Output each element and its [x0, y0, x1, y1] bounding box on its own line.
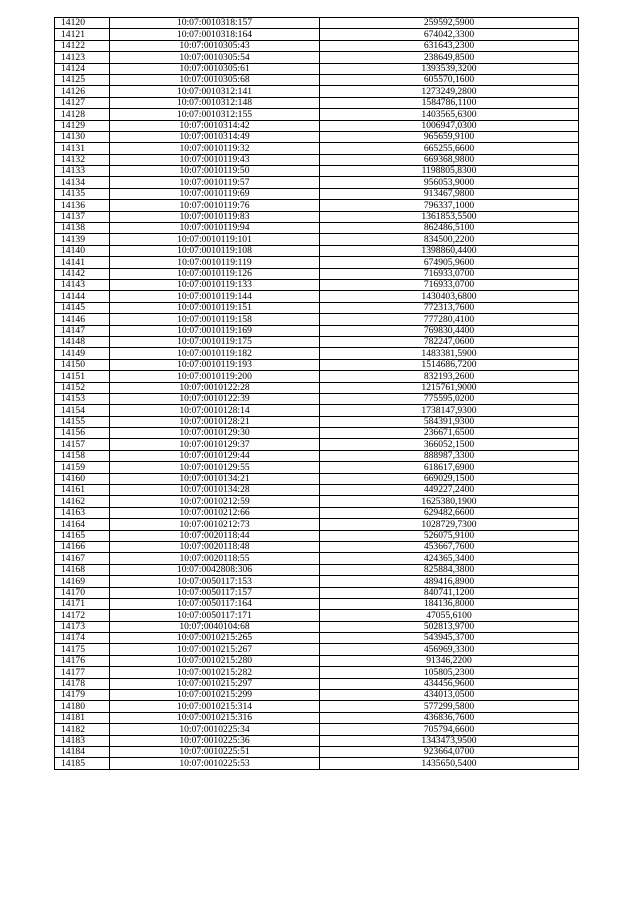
row-number-cell: 14159 — [55, 462, 110, 473]
value-cell: 782247,0600 — [320, 336, 579, 347]
cadastral-number-cell: 10:07:0010119:126 — [110, 268, 320, 279]
table-row — [55, 507, 579, 518]
row-number-cell: 14139 — [55, 234, 110, 245]
cadastral-number-cell: 10:07:0010119:158 — [110, 314, 320, 325]
cadastral-number-cell: 10:07:0010212:59 — [110, 496, 320, 507]
value-cell: 1343473,9500 — [320, 735, 579, 746]
table-row — [55, 621, 579, 632]
cadastral-number-cell: 10:07:0010318:157 — [110, 18, 320, 29]
table-row — [55, 405, 579, 416]
value-cell: 1738147,9300 — [320, 405, 579, 416]
table-row — [55, 462, 579, 473]
row-number-cell: 14171 — [55, 598, 110, 609]
table-row — [55, 667, 579, 678]
value-cell: 956053,9000 — [320, 177, 579, 188]
cadastral-number-cell: 10:07:0010225:34 — [110, 724, 320, 735]
row-number-cell: 14143 — [55, 279, 110, 290]
row-number-cell: 14173 — [55, 621, 110, 632]
row-number-cell: 14179 — [55, 690, 110, 701]
cadastral-number-cell: 10:07:0010215:316 — [110, 712, 320, 723]
table-row — [55, 120, 579, 131]
cadastral-number-cell: 10:07:0020118:48 — [110, 541, 320, 552]
table-row — [55, 86, 579, 97]
value-cell: 832193,2600 — [320, 371, 579, 382]
table-row — [55, 678, 579, 689]
table-row — [55, 416, 579, 427]
value-cell: 236671,6500 — [320, 428, 579, 439]
value-cell: 543945,3700 — [320, 633, 579, 644]
row-number-cell: 14160 — [55, 473, 110, 484]
value-cell: 840741,1200 — [320, 587, 579, 598]
value-cell: 526075,9100 — [320, 530, 579, 541]
row-number-cell: 14154 — [55, 405, 110, 416]
row-number-cell: 14144 — [55, 291, 110, 302]
table-row — [55, 52, 579, 63]
table-row — [55, 325, 579, 336]
row-number-cell: 14134 — [55, 177, 110, 188]
table-row — [55, 598, 579, 609]
value-cell: 456969,3300 — [320, 644, 579, 655]
table-row — [55, 279, 579, 290]
row-number-cell: 14120 — [55, 18, 110, 29]
row-number-cell: 14122 — [55, 40, 110, 51]
cadastral-number-cell: 10:07:0010119:83 — [110, 211, 320, 222]
row-number-cell: 14175 — [55, 644, 110, 655]
cadastral-number-cell: 10:07:0010119:151 — [110, 302, 320, 313]
cadastral-number-cell: 10:07:0010128:14 — [110, 405, 320, 416]
cadastral-number-cell: 10:07:0010305:54 — [110, 52, 320, 63]
row-number-cell: 14174 — [55, 633, 110, 644]
cadastral-number-cell: 10:07:0010215:267 — [110, 644, 320, 655]
row-number-cell: 14162 — [55, 496, 110, 507]
row-number-cell: 14132 — [55, 154, 110, 165]
value-cell: 1215761,9000 — [320, 382, 579, 393]
table-row — [55, 564, 579, 575]
row-number-cell: 14170 — [55, 587, 110, 598]
cadastral-number-cell: 10:07:0010119:200 — [110, 371, 320, 382]
row-number-cell: 14168 — [55, 564, 110, 575]
row-number-cell: 14172 — [55, 610, 110, 621]
table-row — [55, 336, 579, 347]
row-number-cell: 14150 — [55, 359, 110, 370]
row-number-cell: 14137 — [55, 211, 110, 222]
row-number-cell: 14123 — [55, 52, 110, 63]
value-cell: 424365,3400 — [320, 553, 579, 564]
table-row — [55, 541, 579, 552]
value-cell: 631643,2300 — [320, 40, 579, 51]
value-cell: 674905,9600 — [320, 257, 579, 268]
table-row — [55, 633, 579, 644]
row-number-cell: 14156 — [55, 428, 110, 439]
value-cell: 834500,2200 — [320, 234, 579, 245]
value-cell: 1028729,7300 — [320, 519, 579, 530]
row-number-cell: 14176 — [55, 655, 110, 666]
table-row — [55, 439, 579, 450]
value-cell: 1393539,3200 — [320, 63, 579, 74]
cadastral-number-cell: 10:07:0010119:144 — [110, 291, 320, 302]
value-cell: 796337,1000 — [320, 200, 579, 211]
cadastral-number-cell: 10:07:0010305:68 — [110, 74, 320, 85]
cadastral-value-table — [54, 17, 579, 770]
value-cell: 769830,4400 — [320, 325, 579, 336]
value-cell: 502813,9700 — [320, 621, 579, 632]
cadastral-number-cell: 10:07:0010129:44 — [110, 450, 320, 461]
row-number-cell: 14184 — [55, 747, 110, 758]
row-number-cell: 14141 — [55, 257, 110, 268]
cadastral-number-cell: 10:07:0010119:101 — [110, 234, 320, 245]
table-row — [55, 450, 579, 461]
cadastral-number-cell: 10:07:0010134:28 — [110, 485, 320, 496]
value-cell: 716933,0700 — [320, 279, 579, 290]
value-cell: 618617,6900 — [320, 462, 579, 473]
value-cell: 1361853,5500 — [320, 211, 579, 222]
cadastral-number-cell: 10:07:0010215:280 — [110, 655, 320, 666]
cadastral-number-cell: 10:07:0010312:141 — [110, 86, 320, 97]
row-number-cell: 14136 — [55, 200, 110, 211]
table-row — [55, 393, 579, 404]
table-row — [55, 188, 579, 199]
cadastral-number-cell: 10:07:0010215:265 — [110, 633, 320, 644]
cadastral-number-cell: 10:07:0010215:314 — [110, 701, 320, 712]
cadastral-number-cell: 10:07:0050117:164 — [110, 598, 320, 609]
value-cell: 105805,2300 — [320, 667, 579, 678]
table-row — [55, 74, 579, 85]
row-number-cell: 14182 — [55, 724, 110, 735]
cadastral-number-cell: 10:07:0010119:94 — [110, 223, 320, 234]
table-row — [55, 758, 579, 769]
row-number-cell: 14140 — [55, 245, 110, 256]
value-cell: 436836,7600 — [320, 712, 579, 723]
table-row — [55, 485, 579, 496]
cadastral-number-cell: 10:07:0050117:153 — [110, 576, 320, 587]
cadastral-number-cell: 10:07:0050117:157 — [110, 587, 320, 598]
cadastral-number-cell: 10:07:0010122:39 — [110, 393, 320, 404]
value-cell: 965659,9100 — [320, 131, 579, 142]
cadastral-number-cell: 10:07:0020118:55 — [110, 553, 320, 564]
cadastral-number-cell: 10:07:0010212:73 — [110, 519, 320, 530]
row-number-cell: 14152 — [55, 382, 110, 393]
row-number-cell: 14127 — [55, 97, 110, 108]
cadastral-number-cell: 10:07:0010215:282 — [110, 667, 320, 678]
table-row — [55, 177, 579, 188]
table-row — [55, 200, 579, 211]
cadastral-number-cell: 10:07:0010215:297 — [110, 678, 320, 689]
value-cell: 184136,8000 — [320, 598, 579, 609]
row-number-cell: 14146 — [55, 314, 110, 325]
row-number-cell: 14148 — [55, 336, 110, 347]
value-cell: 366052,1500 — [320, 439, 579, 450]
value-cell: 674042,3300 — [320, 29, 579, 40]
value-cell: 629482,6600 — [320, 507, 579, 518]
table-row — [55, 18, 579, 29]
cadastral-number-cell: 10:07:0010119:76 — [110, 200, 320, 211]
value-cell: 449227,2400 — [320, 485, 579, 496]
table-row — [55, 109, 579, 120]
row-number-cell: 14147 — [55, 325, 110, 336]
table-row — [55, 97, 579, 108]
row-number-cell: 14129 — [55, 120, 110, 131]
value-cell: 1435650,5400 — [320, 758, 579, 769]
value-cell: 1514686,7200 — [320, 359, 579, 370]
table-row — [55, 131, 579, 142]
value-cell: 1273249,2800 — [320, 86, 579, 97]
row-number-cell: 14138 — [55, 223, 110, 234]
value-cell: 1006947,0300 — [320, 120, 579, 131]
cadastral-number-cell: 10:07:0020118:44 — [110, 530, 320, 541]
row-number-cell: 14158 — [55, 450, 110, 461]
cadastral-number-cell: 10:07:0010212:66 — [110, 507, 320, 518]
value-cell: 777280,4100 — [320, 314, 579, 325]
cadastral-number-cell: 10:07:0010129:55 — [110, 462, 320, 473]
value-cell: 669368,9800 — [320, 154, 579, 165]
table-row — [55, 587, 579, 598]
table-row — [55, 690, 579, 701]
cadastral-number-cell: 10:07:0010119:182 — [110, 348, 320, 359]
cadastral-number-cell: 10:07:0010128:21 — [110, 416, 320, 427]
table-row — [55, 610, 579, 621]
table-row — [55, 701, 579, 712]
table-row — [55, 382, 579, 393]
cadastral-number-cell: 10:07:0010305:43 — [110, 40, 320, 51]
row-number-cell: 14178 — [55, 678, 110, 689]
cadastral-number-cell: 10:07:0010119:175 — [110, 336, 320, 347]
value-cell: 1625380,1900 — [320, 496, 579, 507]
table-row — [55, 530, 579, 541]
table-row — [55, 428, 579, 439]
table-row — [55, 223, 579, 234]
cadastral-number-cell: 10:07:0010119:43 — [110, 154, 320, 165]
table-row — [55, 473, 579, 484]
table-row — [55, 245, 579, 256]
table-row — [55, 314, 579, 325]
row-number-cell: 14130 — [55, 131, 110, 142]
value-cell: 665255,6600 — [320, 143, 579, 154]
cadastral-number-cell: 10:07:0010119:57 — [110, 177, 320, 188]
row-number-cell: 14183 — [55, 735, 110, 746]
value-cell: 913467,9800 — [320, 188, 579, 199]
value-cell: 772313,7600 — [320, 302, 579, 313]
table-row — [55, 359, 579, 370]
table-row — [55, 29, 579, 40]
value-cell: 923664,0700 — [320, 747, 579, 758]
table-row — [55, 302, 579, 313]
cadastral-number-cell: 10:07:0010225:53 — [110, 758, 320, 769]
cadastral-number-cell: 10:07:0050117:171 — [110, 610, 320, 621]
table-row — [55, 63, 579, 74]
value-cell: 1198805,8300 — [320, 166, 579, 177]
cadastral-number-cell: 10:07:0010119:32 — [110, 143, 320, 154]
cadastral-number-cell: 10:07:0010119:50 — [110, 166, 320, 177]
row-number-cell: 14155 — [55, 416, 110, 427]
cadastral-number-cell: 10:07:0010119:119 — [110, 257, 320, 268]
row-number-cell: 14157 — [55, 439, 110, 450]
row-number-cell: 14135 — [55, 188, 110, 199]
value-cell: 1483381,5900 — [320, 348, 579, 359]
table-row — [55, 257, 579, 268]
value-cell: 605570,1600 — [320, 74, 579, 85]
table-row — [55, 211, 579, 222]
table-row — [55, 747, 579, 758]
table-row — [55, 143, 579, 154]
value-cell: 1430403,6800 — [320, 291, 579, 302]
value-cell: 1403565,6300 — [320, 109, 579, 120]
table-row — [55, 268, 579, 279]
cadastral-number-cell: 10:07:0010119:169 — [110, 325, 320, 336]
table-row — [55, 496, 579, 507]
table-row — [55, 724, 579, 735]
table-row — [55, 166, 579, 177]
cadastral-number-cell: 10:07:0010225:36 — [110, 735, 320, 746]
table-row — [55, 40, 579, 51]
table-row — [55, 553, 579, 564]
row-number-cell: 14153 — [55, 393, 110, 404]
value-cell: 1398860,4400 — [320, 245, 579, 256]
value-cell: 259592,5900 — [320, 18, 579, 29]
cadastral-number-cell: 10:07:0010215:299 — [110, 690, 320, 701]
table-row — [55, 154, 579, 165]
cadastral-number-cell: 10:07:0010312:155 — [110, 109, 320, 120]
row-number-cell: 14185 — [55, 758, 110, 769]
value-cell: 434013,0500 — [320, 690, 579, 701]
table-row — [55, 348, 579, 359]
value-cell: 775595,0200 — [320, 393, 579, 404]
value-cell: 716933,0700 — [320, 268, 579, 279]
table-row — [55, 234, 579, 245]
cadastral-number-cell: 10:07:0010312:148 — [110, 97, 320, 108]
row-number-cell: 14181 — [55, 712, 110, 723]
row-number-cell: 14125 — [55, 74, 110, 85]
cadastral-number-cell: 10:07:0010119:193 — [110, 359, 320, 370]
cadastral-number-cell: 10:07:0010305:61 — [110, 63, 320, 74]
row-number-cell: 14131 — [55, 143, 110, 154]
cadastral-number-cell: 10:07:0010129:30 — [110, 428, 320, 439]
cadastral-number-cell: 10:07:0010225:51 — [110, 747, 320, 758]
row-number-cell: 14167 — [55, 553, 110, 564]
value-cell: 584391,9300 — [320, 416, 579, 427]
table-row — [55, 371, 579, 382]
row-number-cell: 14165 — [55, 530, 110, 541]
value-cell: 862486,5100 — [320, 223, 579, 234]
row-number-cell: 14177 — [55, 667, 110, 678]
row-number-cell: 14121 — [55, 29, 110, 40]
row-number-cell: 14151 — [55, 371, 110, 382]
cadastral-number-cell: 10:07:0010129:37 — [110, 439, 320, 450]
table-row — [55, 735, 579, 746]
row-number-cell: 14142 — [55, 268, 110, 279]
row-number-cell: 14133 — [55, 166, 110, 177]
value-cell: 888987,3300 — [320, 450, 579, 461]
row-number-cell: 14124 — [55, 63, 110, 74]
table-row — [55, 519, 579, 530]
value-cell: 453667,7600 — [320, 541, 579, 552]
value-cell: 238649,8500 — [320, 52, 579, 63]
table-row — [55, 644, 579, 655]
table-row — [55, 712, 579, 723]
cadastral-number-cell: 10:07:0010119:133 — [110, 279, 320, 290]
value-cell: 705794,6600 — [320, 724, 579, 735]
cadastral-number-cell: 10:07:0010318:164 — [110, 29, 320, 40]
cadastral-number-cell: 10:07:0010119:69 — [110, 188, 320, 199]
row-number-cell: 14126 — [55, 86, 110, 97]
value-cell: 47055,6100 — [320, 610, 579, 621]
value-cell: 1584786,1100 — [320, 97, 579, 108]
row-number-cell: 14169 — [55, 576, 110, 587]
row-number-cell: 14164 — [55, 519, 110, 530]
value-cell: 669029,1500 — [320, 473, 579, 484]
table-body — [55, 18, 579, 770]
row-number-cell: 14161 — [55, 485, 110, 496]
cadastral-number-cell: 10:07:0040104:68 — [110, 621, 320, 632]
row-number-cell: 14145 — [55, 302, 110, 313]
value-cell: 489416,8900 — [320, 576, 579, 587]
table-row — [55, 291, 579, 302]
cadastral-number-cell: 10:07:0010119:108 — [110, 245, 320, 256]
value-cell: 577299,5800 — [320, 701, 579, 712]
table-row — [55, 655, 579, 666]
row-number-cell: 14128 — [55, 109, 110, 120]
value-cell: 434456,9600 — [320, 678, 579, 689]
value-cell: 825884,3800 — [320, 564, 579, 575]
table-row — [55, 576, 579, 587]
cadastral-number-cell: 10:07:0042808:306 — [110, 564, 320, 575]
cadastral-number-cell: 10:07:0010122:28 — [110, 382, 320, 393]
row-number-cell: 14166 — [55, 541, 110, 552]
cadastral-number-cell: 10:07:0010134:21 — [110, 473, 320, 484]
row-number-cell: 14163 — [55, 507, 110, 518]
row-number-cell: 14149 — [55, 348, 110, 359]
row-number-cell: 14180 — [55, 701, 110, 712]
cadastral-number-cell: 10:07:0010314:49 — [110, 131, 320, 142]
value-cell: 91346,2200 — [320, 655, 579, 666]
cadastral-number-cell: 10:07:0010314:42 — [110, 120, 320, 131]
